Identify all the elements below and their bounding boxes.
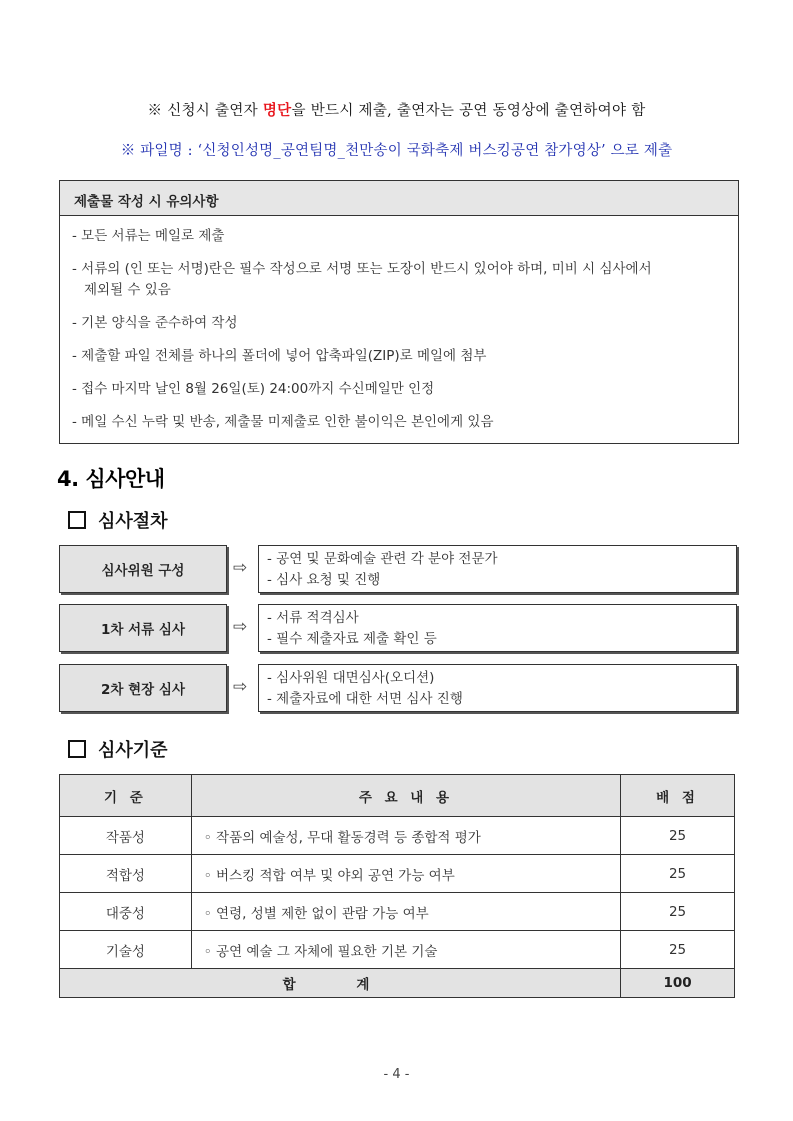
process-heading <box>68 507 168 533</box>
note-item-continuation: 제외될 수 있음 <box>84 282 171 298</box>
table-header-row <box>60 775 735 817</box>
note-item: - 기본 양식을 준수하여 작성 <box>72 315 238 331</box>
note-item-text: - 서류의 (인 또는 서명)란은 필수 작성으로 서명 또는 도장이 반드시 있어야 하며, 미비 시 심사에서 <box>72 261 652 277</box>
criterion-score: 25 <box>621 893 735 931</box>
criterion-score: 25 <box>621 817 735 855</box>
table-row <box>60 931 735 969</box>
criteria-heading <box>68 736 168 762</box>
step-description <box>258 545 737 593</box>
table-row <box>60 855 735 893</box>
step-description <box>258 604 737 652</box>
right-arrow-icon: ⇨ <box>233 677 248 697</box>
process-step <box>59 545 739 593</box>
note-item: - 접수 마지막 날인 8월 26일(토) 24:00까지 수신메일만 인정 <box>72 381 435 397</box>
step-label: 1차 서류 심사 <box>59 604 227 652</box>
criterion-name: 작품성 <box>60 817 192 855</box>
total-row <box>60 969 735 998</box>
criterion-score: 25 <box>621 931 735 969</box>
checkbox-square-icon <box>68 740 86 758</box>
notice-emphasis: 명단 <box>262 102 292 119</box>
table-row <box>60 817 735 855</box>
process-step <box>59 604 739 652</box>
note-item: - 제출할 파일 전체를 하나의 폴더에 넣어 압축파일(ZIP)로 메일에 첨부 <box>72 348 487 364</box>
process-step <box>59 664 739 712</box>
column-header: 주 요 내 용 <box>191 775 620 817</box>
total-score: 100 <box>621 969 735 998</box>
page-number: - 4 - <box>383 1067 410 1082</box>
note-item <box>72 259 728 301</box>
submission-notice <box>0 99 793 120</box>
criterion-content: ◦ 버스킹 적합 여부 및 야외 공연 가능 여부 <box>191 855 620 893</box>
step-line: - 심사 요청 및 진행 <box>267 572 381 588</box>
submission-notes-title: 제출물 작성 시 유의사항 <box>60 181 738 216</box>
table-row <box>60 893 735 931</box>
step-line: - 제출자료에 대한 서면 심사 진행 <box>267 691 463 707</box>
criteria-table <box>59 774 735 998</box>
step-description <box>258 664 737 712</box>
criterion-content: ◦ 연령, 성별 제한 없이 관람 가능 여부 <box>191 893 620 931</box>
checkbox-square-icon <box>68 511 86 529</box>
notice-text-after: 을 반드시 제출, 출연자는 공연 동영상에 출연하여야 함 <box>291 103 646 119</box>
total-label: 합 계 <box>60 969 621 998</box>
step-line: - 심사위원 대면심사(오디션) <box>267 670 435 686</box>
step-line: - 필수 제출자료 제출 확인 등 <box>267 631 437 647</box>
criterion-content: ◦ 작품의 예술성, 무대 활동경력 등 종합적 평가 <box>191 817 620 855</box>
step-label: 심사위원 구성 <box>59 545 227 593</box>
column-header: 배 점 <box>621 775 735 817</box>
step-line: - 서류 적격심사 <box>267 610 359 626</box>
process-heading-text: 심사절차 <box>98 511 168 532</box>
criterion-content: ◦ 공연 예술 그 자체에 필요한 기본 기술 <box>191 931 620 969</box>
criterion-name: 적합성 <box>60 855 192 893</box>
submission-notes-box <box>59 180 739 444</box>
section-title: 4. 심사안내 <box>57 467 165 491</box>
note-item: - 모든 서류는 메일로 제출 <box>72 228 225 244</box>
criterion-score: 25 <box>621 855 735 893</box>
criteria-heading-text: 심사기준 <box>98 740 168 761</box>
filename-notice: ※ 파일명 : ‘신청인성명_공연팀명_천만송이 국화축제 버스킹공연 참가영상’ 으로 제출 <box>120 143 673 159</box>
step-label: 2차 현장 심사 <box>59 664 227 712</box>
submission-notes-list <box>60 216 738 449</box>
step-line: - 공연 및 문화예술 관련 각 분야 전문가 <box>267 551 498 567</box>
right-arrow-icon: ⇨ <box>233 617 248 637</box>
column-header: 기 준 <box>60 775 192 817</box>
notice-text-before: ※ 신청시 출연자 <box>147 103 263 119</box>
criterion-name: 대중성 <box>60 893 192 931</box>
right-arrow-icon: ⇨ <box>233 558 248 578</box>
note-item: - 메일 수신 누락 및 반송, 제출물 미제출로 인한 불이익은 본인에게 있음 <box>72 414 494 430</box>
criterion-name: 기술성 <box>60 931 192 969</box>
